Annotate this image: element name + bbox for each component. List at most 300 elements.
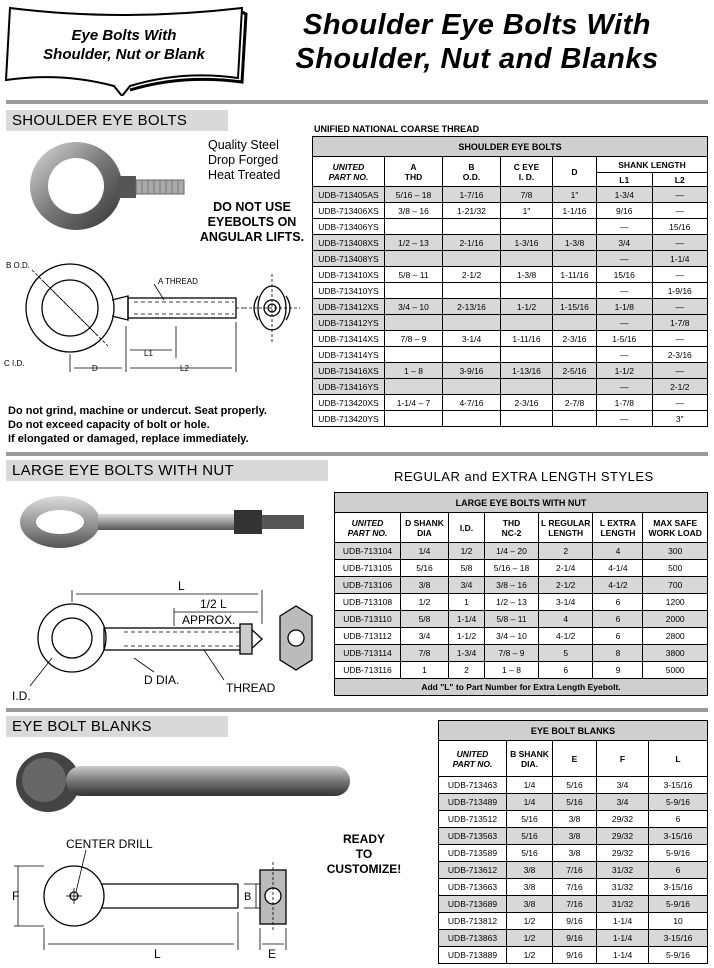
cell-l: 6 <box>649 862 708 879</box>
cell-lreg: 4-1/2 <box>539 628 593 645</box>
cell-thd: 3/4 – 10 <box>485 628 539 645</box>
note-line: Do not exceed capacity of bolt or hole. <box>8 419 210 431</box>
cell-c <box>501 219 553 235</box>
cell-c: 1" <box>501 203 553 219</box>
cell-a: 1/2 – 13 <box>385 235 443 251</box>
cell-id: 1-1/2 <box>449 628 485 645</box>
col-header-d: D <box>553 157 597 187</box>
cell-l2: 1-1/4 <box>652 251 708 267</box>
page-title <box>254 8 700 76</box>
diagram-label-l: L <box>178 579 185 593</box>
cell-part: UDB-713406XS <box>313 203 385 219</box>
table-row <box>439 862 708 879</box>
cell-e: 5/16 <box>553 794 597 811</box>
cell-d: 1-15/16 <box>553 299 597 315</box>
cell-lext: 6 <box>593 611 643 628</box>
cell-d <box>553 411 597 427</box>
cell-thd: 1/4 – 20 <box>485 543 539 560</box>
blanks-table <box>438 720 708 964</box>
cell-e: 7/16 <box>553 896 597 913</box>
eye-bolt-blank-photo <box>12 748 362 820</box>
cell-l: 3-15/16 <box>649 828 708 845</box>
table-row <box>439 947 708 964</box>
table-row <box>335 594 708 611</box>
table-row <box>313 283 708 299</box>
cell-part: UDB-713463 <box>439 777 507 794</box>
cell-part: UDB-713110 <box>335 611 401 628</box>
cell-l1: — <box>597 379 653 395</box>
quality-list <box>208 138 298 183</box>
diagram-label-f: F <box>12 889 20 903</box>
cell-l2: — <box>652 267 708 283</box>
cell-id: 1 <box>449 594 485 611</box>
cell-b: 1-7/16 <box>443 187 501 203</box>
cell-id: 2 <box>449 662 485 679</box>
cell-part: UDB-713112 <box>335 628 401 645</box>
table-row <box>313 315 708 331</box>
cell-part: UDB-713589 <box>439 845 507 862</box>
cell-b: 2-13/16 <box>443 299 501 315</box>
col-header-id: I.D. <box>449 513 485 543</box>
cell-c: 7/8 <box>501 187 553 203</box>
cell-a: 3/4 – 10 <box>385 299 443 315</box>
note-line: If elongated or damaged, replace immediately. <box>8 433 249 445</box>
cell-b: 2-1/2 <box>443 267 501 283</box>
cell-d: 5/8 <box>401 611 449 628</box>
cell-max: 500 <box>643 560 708 577</box>
cell-b <box>443 379 501 395</box>
cell-c: 1-1/2 <box>501 299 553 315</box>
diagram-label-id: I.D. <box>12 689 31 703</box>
cell-part: UDB-713889 <box>439 947 507 964</box>
col-header-l: L <box>649 741 708 777</box>
cell-l2: — <box>652 187 708 203</box>
cell-b: 3/8 <box>507 879 553 896</box>
cell-b <box>443 411 501 427</box>
cell-d: 3/8 <box>401 577 449 594</box>
cell-d: 1-1/16 <box>553 203 597 219</box>
cell-part: UDB-713105 <box>335 560 401 577</box>
cell-e: 3/8 <box>553 845 597 862</box>
cell-d: 1-3/8 <box>553 235 597 251</box>
cell-c: 1-11/16 <box>501 331 553 347</box>
cell-lext: 4-1/2 <box>593 577 643 594</box>
cell-d: 2-5/16 <box>553 363 597 379</box>
cell-c <box>501 315 553 331</box>
table-row <box>313 299 708 315</box>
diagram-label-bod: B O.D. <box>6 261 31 270</box>
large-eye-bolt-photo <box>14 486 314 566</box>
cell-b <box>443 283 501 299</box>
table-row <box>439 845 708 862</box>
col-header-b: B O.D. <box>443 157 501 187</box>
col-header-thd: THD NC-2 <box>485 513 539 543</box>
cell-e: 9/16 <box>553 913 597 930</box>
table-row <box>313 203 708 219</box>
cell-lext: 6 <box>593 594 643 611</box>
cell-part: UDB-713416XS <box>313 363 385 379</box>
cell-part: UDB-713612 <box>439 862 507 879</box>
section-divider <box>6 452 708 456</box>
cell-e: 9/16 <box>553 947 597 964</box>
cell-max: 1200 <box>643 594 708 611</box>
cell-b: 1/4 <box>507 777 553 794</box>
cell-lreg: 2-1/2 <box>539 577 593 594</box>
col-header-e: E <box>553 741 597 777</box>
table-row <box>335 645 708 662</box>
cell-b: 2-1/16 <box>443 235 501 251</box>
col-header-lext: L EXTRA LENGTH <box>593 513 643 543</box>
cell-a <box>385 219 443 235</box>
cell-d <box>553 315 597 331</box>
table-row <box>439 896 708 913</box>
cell-id: 3/4 <box>449 577 485 594</box>
section-header-shoulder: SHOULDER EYE BOLTS <box>6 110 228 131</box>
title-line2: Shoulder, Nut and Blanks <box>295 43 659 75</box>
cell-l2: — <box>652 395 708 411</box>
cell-part: UDB-713405AS <box>313 187 385 203</box>
diagram-label-ddia: D DIA. <box>144 673 180 687</box>
diagram-label-l2: L2 <box>180 364 189 373</box>
table-row <box>313 379 708 395</box>
table-row <box>439 913 708 930</box>
cell-part: UDB-713106 <box>335 577 401 594</box>
banner-line2: Shoulder, Nut or Blank <box>43 46 205 63</box>
cell-f: 3/4 <box>597 794 649 811</box>
cell-a <box>385 379 443 395</box>
cell-l: 6 <box>649 811 708 828</box>
table-row <box>335 560 708 577</box>
cell-d: 3/4 <box>401 628 449 645</box>
ready-line: CUSTOMIZE! <box>326 862 402 876</box>
cell-lreg: 6 <box>539 662 593 679</box>
cell-l: 5-9/16 <box>649 794 708 811</box>
cell-id: 1/2 <box>449 543 485 560</box>
cell-f: 29/32 <box>597 828 649 845</box>
table-row <box>313 267 708 283</box>
cell-part: UDB-713108 <box>335 594 401 611</box>
cell-c <box>501 379 553 395</box>
col-header-max: MAX SAFE WORK LOAD <box>643 513 708 543</box>
cell-b: 5/16 <box>507 828 553 845</box>
cell-b: 3-1/4 <box>443 331 501 347</box>
table-title: LARGE EYE BOLTS WITH NUT <box>335 493 708 513</box>
table-row <box>335 628 708 645</box>
cell-part: UDB-713406YS <box>313 219 385 235</box>
cell-part: UDB-713663 <box>439 879 507 896</box>
cell-d <box>553 283 597 299</box>
cell-a: 7/8 – 9 <box>385 331 443 347</box>
cell-e: 9/16 <box>553 930 597 947</box>
cell-l2: 2-3/16 <box>652 347 708 363</box>
shoulder-table <box>312 136 708 427</box>
cell-a: 5/16 – 18 <box>385 187 443 203</box>
shoulder-eye-bolt-photo <box>14 136 194 246</box>
cell-l: 5-9/16 <box>649 845 708 862</box>
table-row <box>439 811 708 828</box>
cell-b: 3/8 <box>507 862 553 879</box>
cell-max: 300 <box>643 543 708 560</box>
table-row <box>313 395 708 411</box>
cell-l2: 3" <box>652 411 708 427</box>
large-table <box>334 492 708 696</box>
section-header-large: LARGE EYE BOLTS WITH NUT <box>6 460 328 481</box>
cell-lext: 4-1/4 <box>593 560 643 577</box>
cell-part: UDB-713420YS <box>313 411 385 427</box>
cell-b <box>443 219 501 235</box>
cell-lreg: 5 <box>539 645 593 662</box>
col-header-f: F <box>597 741 649 777</box>
cell-max: 5000 <box>643 662 708 679</box>
cell-a: 5/8 – 11 <box>385 267 443 283</box>
table-footnote: Add "L" to Part Number for Extra Length Eyebolt. <box>335 679 708 696</box>
cell-lreg: 2-1/4 <box>539 560 593 577</box>
cell-l1: — <box>597 411 653 427</box>
cell-lreg: 3-1/4 <box>539 594 593 611</box>
cell-e: 7/16 <box>553 879 597 896</box>
cell-part: UDB-713412XS <box>313 299 385 315</box>
cell-l: 3-15/16 <box>649 930 708 947</box>
cell-b: 1/4 <box>507 794 553 811</box>
cell-part: UDB-713408YS <box>313 251 385 267</box>
cell-part: UDB-713410XS <box>313 267 385 283</box>
cell-part: UDB-713414YS <box>313 347 385 363</box>
table-row <box>313 219 708 235</box>
cell-l1: 1-5/16 <box>597 331 653 347</box>
cell-f: 1-1/4 <box>597 930 649 947</box>
cell-lreg: 2 <box>539 543 593 560</box>
cell-f: 31/32 <box>597 879 649 896</box>
table-row <box>313 363 708 379</box>
section-divider <box>6 708 708 712</box>
cell-b: 1/2 <box>507 913 553 930</box>
cell-l2: 2-1/2 <box>652 379 708 395</box>
cell-d: 1 <box>401 662 449 679</box>
cell-l1: — <box>597 283 653 299</box>
table-title: EYE BOLT BLANKS <box>439 721 708 741</box>
cell-a: 1 – 8 <box>385 363 443 379</box>
cell-part: UDB-713863 <box>439 930 507 947</box>
cell-l2: 1-9/16 <box>652 283 708 299</box>
cell-l1: 15/16 <box>597 267 653 283</box>
cell-a: 1-1/4 – 7 <box>385 395 443 411</box>
cell-l: 5-9/16 <box>649 947 708 964</box>
cell-c <box>501 411 553 427</box>
diagram-label-thread: THREAD <box>226 681 276 695</box>
cell-b: 3/8 <box>507 896 553 913</box>
cell-part: UDB-713489 <box>439 794 507 811</box>
cell-d <box>553 379 597 395</box>
cell-part: UDB-713512 <box>439 811 507 828</box>
eye-bolt-blank-diagram <box>4 832 304 962</box>
cell-l1: — <box>597 251 653 267</box>
cell-a <box>385 283 443 299</box>
diagram-label-half-l: 1/2 L <box>200 597 227 611</box>
cell-part: UDB-713420XS <box>313 395 385 411</box>
quality-item: Drop Forged <box>208 153 279 167</box>
cell-e: 3/8 <box>553 811 597 828</box>
cell-id: 1-1/4 <box>449 611 485 628</box>
cell-l1: — <box>597 347 653 363</box>
cell-l1: 1-3/4 <box>597 187 653 203</box>
cell-part: UDB-713104 <box>335 543 401 560</box>
cell-part: UDB-713116 <box>335 662 401 679</box>
cell-d: 1-11/16 <box>553 267 597 283</box>
cell-l: 10 <box>649 913 708 930</box>
cell-c <box>501 251 553 267</box>
cell-d <box>553 347 597 363</box>
cell-thd: 5/16 – 18 <box>485 560 539 577</box>
cell-l1: 1-1/2 <box>597 363 653 379</box>
shoulder-eye-bolt-diagram <box>4 250 304 385</box>
cell-part: UDB-713408XS <box>313 235 385 251</box>
cell-l: 3-15/16 <box>649 879 708 896</box>
shoulder-notes <box>8 404 308 446</box>
cell-l2: — <box>652 299 708 315</box>
cell-max: 3800 <box>643 645 708 662</box>
cell-c: 1-3/16 <box>501 235 553 251</box>
cell-f: 1-1/4 <box>597 913 649 930</box>
thread-caption: UNIFIED NATIONAL COARSE THREAD <box>314 124 480 134</box>
cell-lext: 4 <box>593 543 643 560</box>
warning-line: EYEBOLTS ON <box>207 215 297 229</box>
cell-a: 3/8 – 16 <box>385 203 443 219</box>
cell-l1: 1-7/8 <box>597 395 653 411</box>
cell-lext: 9 <box>593 662 643 679</box>
table-row <box>439 777 708 794</box>
table-row <box>313 187 708 203</box>
diagram-label-approx: APPROX. <box>182 613 236 627</box>
title-line1: Shoulder Eye Bolts With <box>303 9 651 41</box>
table-row <box>439 930 708 947</box>
cell-d: 5/16 <box>401 560 449 577</box>
cell-l1: 1-1/8 <box>597 299 653 315</box>
cell-b <box>443 251 501 267</box>
cell-c: 1-13/16 <box>501 363 553 379</box>
diagram-label-l1: L1 <box>144 349 153 358</box>
table-title: SHOULDER EYE BOLTS <box>313 137 708 157</box>
cell-d: 2-7/8 <box>553 395 597 411</box>
diagram-label-center: CENTER DRILL <box>66 837 153 851</box>
cell-b: 4-7/16 <box>443 395 501 411</box>
banner-line1: Eye Bolts With <box>71 27 177 44</box>
col-header-c: C EYE I. D. <box>501 157 553 187</box>
col-header-b: B SHANK DIA. <box>507 741 553 777</box>
cell-lreg: 4 <box>539 611 593 628</box>
cell-part: UDB-713412YS <box>313 315 385 331</box>
banner-text <box>10 26 238 64</box>
col-header-d: D SHANK DIA <box>401 513 449 543</box>
cell-c <box>501 347 553 363</box>
cell-b: 5/16 <box>507 811 553 828</box>
diagram-label-l: L <box>154 947 161 961</box>
cell-d: 1/4 <box>401 543 449 560</box>
cell-f: 1-1/4 <box>597 947 649 964</box>
diagram-label-cid: C I.D. <box>4 359 25 368</box>
cell-part: UDB-713689 <box>439 896 507 913</box>
cell-part: UDB-713414XS <box>313 331 385 347</box>
large-eye-bolt-diagram <box>4 576 334 706</box>
cell-l2: 1-7/8 <box>652 315 708 331</box>
angular-warning <box>190 200 314 245</box>
col-header-l2: L2 <box>652 173 708 187</box>
cell-d: 1/2 <box>401 594 449 611</box>
table-row <box>313 235 708 251</box>
cell-lext: 8 <box>593 645 643 662</box>
section-divider <box>6 100 708 104</box>
cell-b: 5/16 <box>507 845 553 862</box>
cell-d: 1" <box>553 187 597 203</box>
cell-l2: — <box>652 363 708 379</box>
cell-part: UDB-713563 <box>439 828 507 845</box>
cell-a <box>385 251 443 267</box>
cell-thd: 3/8 – 16 <box>485 577 539 594</box>
cell-l1: 9/16 <box>597 203 653 219</box>
cell-c <box>501 283 553 299</box>
cell-l: 3-15/16 <box>649 777 708 794</box>
cell-max: 2800 <box>643 628 708 645</box>
cell-c: 2-3/16 <box>501 395 553 411</box>
cell-part: UDB-713114 <box>335 645 401 662</box>
cell-b: 1/2 <box>507 930 553 947</box>
section-header-blanks: EYE BOLT BLANKS <box>6 716 228 737</box>
col-header-part: UNITED PART NO. <box>335 513 401 543</box>
cell-l1: — <box>597 315 653 331</box>
note-line: Do not grind, machine or undercut. Seat properly. <box>8 405 267 417</box>
diagram-label-b: B <box>244 891 252 903</box>
table-row <box>335 577 708 594</box>
cell-l2: — <box>652 235 708 251</box>
cell-id: 1-3/4 <box>449 645 485 662</box>
table-row <box>335 662 708 679</box>
cell-e: 5/16 <box>553 777 597 794</box>
table-row <box>335 611 708 628</box>
styles-caption: REGULAR and EXTRA LENGTH STYLES <box>394 469 654 484</box>
table-row <box>439 794 708 811</box>
cell-part: UDB-713812 <box>439 913 507 930</box>
cell-l1: — <box>597 219 653 235</box>
quality-item: Quality Steel <box>208 138 279 152</box>
cell-l2: 15/16 <box>652 219 708 235</box>
quality-item: Heat Treated <box>208 168 281 182</box>
col-header-shank: SHANK LENGTH <box>597 157 708 173</box>
warning-line: DO NOT USE <box>213 200 291 214</box>
table-row <box>439 828 708 845</box>
cell-d: 7/8 <box>401 645 449 662</box>
ready-callout <box>314 832 414 877</box>
cell-b: 3-9/16 <box>443 363 501 379</box>
cell-a <box>385 411 443 427</box>
cell-d <box>553 219 597 235</box>
cell-f: 29/32 <box>597 811 649 828</box>
cell-c: 1-3/8 <box>501 267 553 283</box>
cell-e: 7/16 <box>553 862 597 879</box>
cell-l: 5-9/16 <box>649 896 708 913</box>
cell-b: 1/2 <box>507 947 553 964</box>
table-row <box>313 331 708 347</box>
cell-b <box>443 315 501 331</box>
table-row <box>335 543 708 560</box>
table-row <box>313 347 708 363</box>
cell-max: 2000 <box>643 611 708 628</box>
cell-l2: — <box>652 203 708 219</box>
table-row <box>439 879 708 896</box>
cell-f: 29/32 <box>597 845 649 862</box>
cell-e: 3/8 <box>553 828 597 845</box>
table-row <box>313 411 708 427</box>
cell-thd: 1 – 8 <box>485 662 539 679</box>
table-row <box>313 251 708 267</box>
